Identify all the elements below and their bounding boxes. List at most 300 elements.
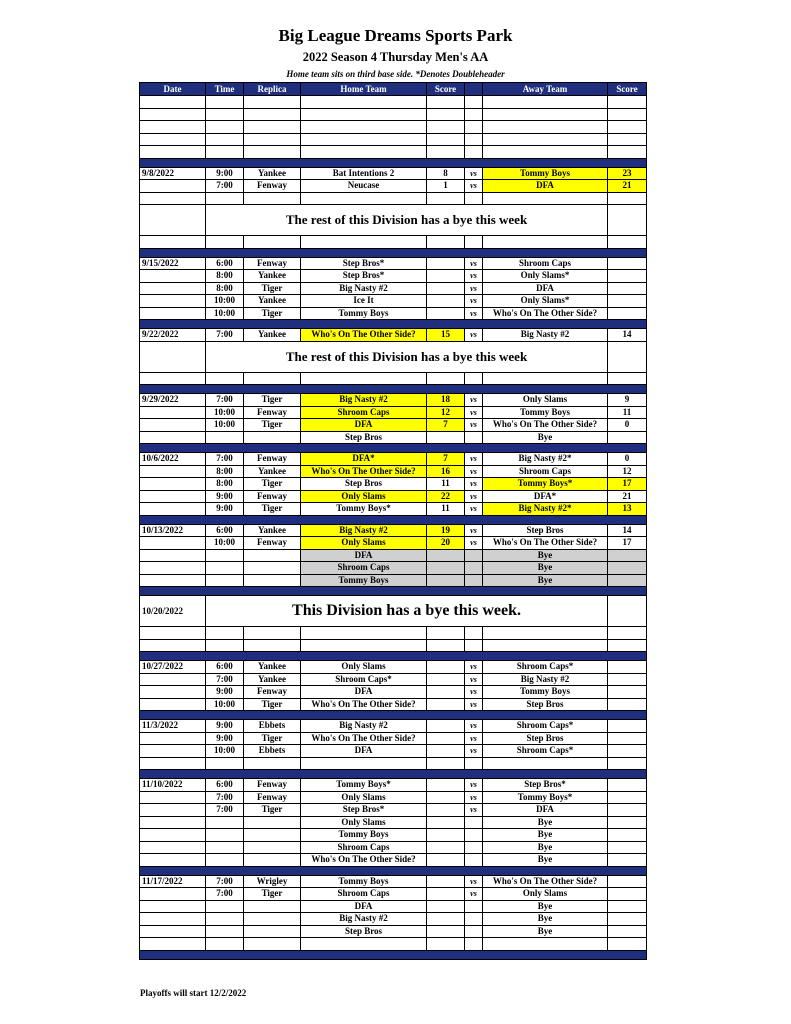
away-score-cell <box>608 341 647 372</box>
away-team-cell <box>483 146 608 159</box>
home-team-cell: Step Bros <box>301 431 427 444</box>
replica-cell: Tiger <box>244 419 301 432</box>
date-cell <box>140 537 206 550</box>
replica-cell: Yankee <box>244 329 301 342</box>
home-team-cell: DFA <box>301 900 427 913</box>
table-row <box>140 791 647 804</box>
away-score-cell <box>608 307 647 320</box>
replica-cell: Tiger <box>244 732 301 745</box>
home-team-cell: Step Bros* <box>301 804 427 817</box>
away-score-cell: 17 <box>608 537 647 550</box>
replica-cell: Fenway <box>244 686 301 699</box>
away-score-cell: 21 <box>608 490 647 503</box>
vs-cell: vs <box>465 167 483 180</box>
away-team-cell: Who's On The Other Side? <box>483 537 608 550</box>
table-row <box>140 257 647 270</box>
blank-row <box>140 146 647 159</box>
replica-cell: Tiger <box>244 282 301 295</box>
away-team-cell: Big Nasty #2 <box>483 673 608 686</box>
date-cell <box>140 698 206 711</box>
away-team-cell <box>483 372 608 385</box>
home-team-cell <box>301 236 427 249</box>
replica-cell: Yankee <box>244 465 301 478</box>
bye-message: This Division has a bye this week. <box>206 596 608 627</box>
time-cell <box>206 431 244 444</box>
home-team-cell <box>301 96 427 109</box>
away-score-cell <box>608 146 647 159</box>
vs-cell <box>465 938 483 951</box>
date-cell <box>140 841 206 854</box>
separator-bar <box>140 320 647 329</box>
replica-cell <box>244 574 301 587</box>
away-score-cell <box>608 779 647 792</box>
vs-cell: vs <box>465 394 483 407</box>
vs-cell <box>465 108 483 121</box>
replica-cell <box>244 913 301 926</box>
date-cell <box>140 925 206 938</box>
time-cell: 7:00 <box>206 888 244 901</box>
home-score-cell <box>427 549 465 562</box>
table-row <box>140 549 647 562</box>
replica-cell <box>244 854 301 867</box>
time-cell <box>206 900 244 913</box>
week-separator <box>140 587 647 596</box>
away-team-cell: Only Slams* <box>483 270 608 283</box>
home-team-cell: Step Bros <box>301 478 427 491</box>
date-cell: 11/17/2022 <box>140 875 206 888</box>
away-team-cell: Bye <box>483 854 608 867</box>
home-team-cell: DFA <box>301 419 427 432</box>
date-cell <box>140 192 206 205</box>
home-score-cell <box>427 732 465 745</box>
date-cell <box>140 121 206 134</box>
week-separator <box>140 248 647 257</box>
table-row <box>140 913 647 926</box>
vs-cell <box>465 96 483 109</box>
away-score-cell <box>608 804 647 817</box>
home-score-cell <box>427 627 465 640</box>
away-team-cell: Bye <box>483 816 608 829</box>
table-row <box>140 673 647 686</box>
home-score-cell <box>427 779 465 792</box>
date-cell: 9/22/2022 <box>140 329 206 342</box>
vs-cell: vs <box>465 490 483 503</box>
home-team-cell: Neucase <box>301 180 427 193</box>
away-team-cell: Bye <box>483 841 608 854</box>
week-separator <box>140 444 647 453</box>
home-team-cell: Tommy Boys <box>301 307 427 320</box>
vs-cell: vs <box>465 503 483 516</box>
table-row <box>140 841 647 854</box>
date-cell <box>140 372 206 385</box>
date-cell <box>140 503 206 516</box>
table-row <box>140 854 647 867</box>
away-team-cell: Big Nasty #2 <box>483 329 608 342</box>
replica-cell: Yankee <box>244 524 301 537</box>
away-team-cell <box>483 236 608 249</box>
vs-cell <box>465 841 483 854</box>
away-team-cell <box>483 757 608 770</box>
replica-cell: Fenway <box>244 779 301 792</box>
replica-cell: Tiger <box>244 888 301 901</box>
away-team-cell: Shroom Caps* <box>483 661 608 674</box>
date-cell <box>140 627 206 640</box>
home-score-cell: 7 <box>427 453 465 466</box>
home-score-cell <box>427 257 465 270</box>
vs-cell <box>465 549 483 562</box>
away-team-cell: Shroom Caps <box>483 465 608 478</box>
time-cell: 9:00 <box>206 720 244 733</box>
away-score-cell <box>608 698 647 711</box>
home-score-cell: 19 <box>427 524 465 537</box>
vs-cell: vs <box>465 282 483 295</box>
table-row <box>140 453 647 466</box>
home-score-cell: 8 <box>427 167 465 180</box>
replica-cell: Tiger <box>244 478 301 491</box>
away-score-cell <box>608 295 647 308</box>
away-score-cell: 21 <box>608 180 647 193</box>
replica-cell: Wrigley <box>244 875 301 888</box>
away-team-cell <box>483 108 608 121</box>
time-cell <box>206 639 244 652</box>
date-cell <box>140 639 206 652</box>
replica-cell <box>244 431 301 444</box>
time-cell: 7:00 <box>206 791 244 804</box>
away-score-cell <box>608 925 647 938</box>
date-cell <box>140 888 206 901</box>
time-cell <box>206 829 244 842</box>
time-cell: 7:00 <box>206 804 244 817</box>
vs-cell <box>465 854 483 867</box>
replica-cell: Yankee <box>244 270 301 283</box>
home-team-cell: Tommy Boys* <box>301 779 427 792</box>
date-cell: 9/8/2022 <box>140 167 206 180</box>
replica-cell: Ebbets <box>244 720 301 733</box>
home-team-cell: Who's On The Other Side? <box>301 465 427 478</box>
blank-row <box>140 757 647 770</box>
home-team-cell: Step Bros <box>301 925 427 938</box>
time-cell: 8:00 <box>206 270 244 283</box>
table-row <box>140 698 647 711</box>
home-score-cell <box>427 804 465 817</box>
away-score-cell <box>608 96 647 109</box>
time-cell: 9:00 <box>206 503 244 516</box>
time-cell <box>206 549 244 562</box>
date-cell <box>140 282 206 295</box>
home-score-cell: 22 <box>427 490 465 503</box>
table-row <box>140 329 647 342</box>
table-row <box>140 925 647 938</box>
away-score-cell <box>608 888 647 901</box>
blank-row <box>140 121 647 134</box>
away-score-cell <box>608 673 647 686</box>
away-score-cell <box>608 816 647 829</box>
table-row <box>140 686 647 699</box>
home-team-cell: Who's On The Other Side? <box>301 698 427 711</box>
away-score-cell <box>608 829 647 842</box>
home-score-cell <box>427 686 465 699</box>
replica-cell: Tiger <box>244 698 301 711</box>
time-cell <box>206 192 244 205</box>
away-team-cell: Bye <box>483 900 608 913</box>
schedule-body <box>140 96 647 960</box>
vs-cell: vs <box>465 779 483 792</box>
bye-message-row <box>140 205 647 236</box>
time-cell: 7:00 <box>206 875 244 888</box>
home-team-cell: DFA <box>301 686 427 699</box>
vs-cell: vs <box>465 804 483 817</box>
date-cell: 10/20/2022 <box>140 596 206 627</box>
away-team-cell: Who's On The Other Side? <box>483 307 608 320</box>
home-score-cell <box>427 282 465 295</box>
away-score-cell: 9 <box>608 394 647 407</box>
time-cell: 6:00 <box>206 661 244 674</box>
home-team-cell: Shroom Caps <box>301 406 427 419</box>
home-team-cell: DFA <box>301 745 427 758</box>
blank-row <box>140 192 647 205</box>
date-cell: 10/27/2022 <box>140 661 206 674</box>
week-separator <box>140 711 647 720</box>
separator-bar <box>140 950 647 959</box>
away-team-cell: Who's On The Other Side? <box>483 419 608 432</box>
home-score-cell <box>427 562 465 575</box>
vs-cell <box>465 431 483 444</box>
replica-cell: Yankee <box>244 295 301 308</box>
week-separator <box>140 950 647 959</box>
away-team-cell: Bye <box>483 549 608 562</box>
away-score-cell <box>608 192 647 205</box>
away-team-cell <box>483 192 608 205</box>
vs-cell: vs <box>465 661 483 674</box>
home-score-cell <box>427 431 465 444</box>
col-time: Time <box>206 83 244 96</box>
away-team-cell: Step Bros <box>483 524 608 537</box>
home-team-cell: Only Slams <box>301 816 427 829</box>
time-cell: 6:00 <box>206 524 244 537</box>
time-cell: 8:00 <box>206 465 244 478</box>
vs-cell: vs <box>465 478 483 491</box>
home-team-cell <box>301 108 427 121</box>
vs-cell <box>465 627 483 640</box>
away-score-cell <box>608 270 647 283</box>
vs-cell <box>465 372 483 385</box>
home-score-cell <box>427 661 465 674</box>
vs-cell <box>465 121 483 134</box>
separator-bar <box>140 587 647 596</box>
home-score-cell: 1 <box>427 180 465 193</box>
replica-cell <box>244 562 301 575</box>
home-score-cell <box>427 854 465 867</box>
home-score-cell <box>427 913 465 926</box>
footer-note: Playoffs will start 12/2/2022 <box>140 988 247 998</box>
away-team-cell: Tommy Boys <box>483 406 608 419</box>
home-score-cell <box>427 925 465 938</box>
home-score-cell <box>427 816 465 829</box>
date-cell <box>140 478 206 491</box>
away-team-cell: Bye <box>483 431 608 444</box>
date-cell <box>140 205 206 236</box>
replica-cell <box>244 192 301 205</box>
away-score-cell <box>608 431 647 444</box>
date-cell <box>140 900 206 913</box>
table-row <box>140 574 647 587</box>
week-separator <box>140 652 647 661</box>
away-team-cell: Bye <box>483 925 608 938</box>
page-title: Big League Dreams Sports Park <box>278 26 513 45</box>
time-cell <box>206 562 244 575</box>
table-row <box>140 829 647 842</box>
table-row <box>140 875 647 888</box>
vs-cell <box>465 574 483 587</box>
replica-cell: Fenway <box>244 453 301 466</box>
home-score-cell <box>427 938 465 951</box>
vs-cell <box>465 816 483 829</box>
date-cell <box>140 745 206 758</box>
time-cell: 6:00 <box>206 779 244 792</box>
vs-cell: vs <box>465 329 483 342</box>
schedule-table <box>139 82 647 960</box>
home-score-cell <box>427 888 465 901</box>
away-team-cell: Step Bros* <box>483 779 608 792</box>
replica-cell: Fenway <box>244 406 301 419</box>
vs-cell <box>465 562 483 575</box>
separator-bar <box>140 866 647 875</box>
vs-cell <box>465 236 483 249</box>
away-team-cell: Only Slams <box>483 394 608 407</box>
vs-cell: vs <box>465 453 483 466</box>
replica-cell <box>244 146 301 159</box>
away-score-cell <box>608 236 647 249</box>
away-team-cell: Step Bros <box>483 732 608 745</box>
col-date: Date <box>140 83 206 96</box>
date-cell <box>140 549 206 562</box>
time-cell: 7:00 <box>206 673 244 686</box>
away-score-cell: 12 <box>608 465 647 478</box>
time-cell <box>206 757 244 770</box>
vs-cell <box>465 925 483 938</box>
week-separator <box>140 770 647 779</box>
date-cell <box>140 686 206 699</box>
away-score-cell <box>608 596 647 627</box>
vs-cell: vs <box>465 307 483 320</box>
away-team-cell: Only Slams* <box>483 295 608 308</box>
blank-row <box>140 108 647 121</box>
away-score-cell <box>608 900 647 913</box>
replica-cell: Yankee <box>244 673 301 686</box>
replica-cell: Yankee <box>244 661 301 674</box>
date-cell <box>140 180 206 193</box>
away-team-cell: Big Nasty #2* <box>483 503 608 516</box>
date-cell <box>140 804 206 817</box>
time-cell: 9:00 <box>206 732 244 745</box>
replica-cell: Tiger <box>244 307 301 320</box>
home-score-cell <box>427 875 465 888</box>
away-team-cell: Only Slams <box>483 888 608 901</box>
table-row <box>140 720 647 733</box>
replica-cell <box>244 900 301 913</box>
home-team-cell: DFA* <box>301 453 427 466</box>
home-team-cell: Tommy Boys <box>301 574 427 587</box>
away-team-cell: Tommy Boys* <box>483 478 608 491</box>
time-cell <box>206 574 244 587</box>
date-cell: 9/29/2022 <box>140 394 206 407</box>
away-team-cell: DFA* <box>483 490 608 503</box>
away-team-cell: Tommy Boys <box>483 686 608 699</box>
home-score-cell <box>427 307 465 320</box>
home-team-cell: Big Nasty #2 <box>301 913 427 926</box>
vs-cell <box>465 829 483 842</box>
away-score-cell <box>608 549 647 562</box>
away-score-cell <box>608 720 647 733</box>
table-row <box>140 888 647 901</box>
table-row <box>140 478 647 491</box>
time-cell <box>206 841 244 854</box>
away-score-cell <box>608 257 647 270</box>
date-cell <box>140 96 206 109</box>
home-score-cell <box>427 574 465 587</box>
away-team-cell: Big Nasty #2* <box>483 453 608 466</box>
away-score-cell <box>608 282 647 295</box>
col-away-team: Away Team <box>483 83 608 96</box>
vs-cell: vs <box>465 720 483 733</box>
week-separator <box>140 866 647 875</box>
blank-row <box>140 236 647 249</box>
separator-bar <box>140 770 647 779</box>
date-cell <box>140 732 206 745</box>
table-row <box>140 307 647 320</box>
date-cell <box>140 574 206 587</box>
date-cell <box>140 236 206 249</box>
col-home-team: Home Team <box>301 83 427 96</box>
time-cell <box>206 372 244 385</box>
away-team-cell: Shroom Caps* <box>483 745 608 758</box>
home-score-cell <box>427 757 465 770</box>
replica-cell: Yankee <box>244 167 301 180</box>
home-score-cell <box>427 639 465 652</box>
time-cell: 8:00 <box>206 478 244 491</box>
time-cell: 9:00 <box>206 490 244 503</box>
away-score-cell: 0 <box>608 453 647 466</box>
away-score-cell <box>608 732 647 745</box>
home-team-cell: Who's On The Other Side? <box>301 732 427 745</box>
time-cell <box>206 627 244 640</box>
table-row <box>140 431 647 444</box>
date-cell <box>140 419 206 432</box>
time-cell: 10:00 <box>206 419 244 432</box>
vs-cell <box>465 900 483 913</box>
home-score-cell <box>427 829 465 842</box>
time-cell <box>206 816 244 829</box>
blank-row <box>140 639 647 652</box>
replica-cell <box>244 121 301 134</box>
home-team-cell: Shroom Caps <box>301 888 427 901</box>
home-team-cell <box>301 639 427 652</box>
vs-cell: vs <box>465 419 483 432</box>
separator-bar <box>140 652 647 661</box>
vs-cell: vs <box>465 745 483 758</box>
away-team-cell <box>483 96 608 109</box>
time-cell <box>206 146 244 159</box>
home-team-cell: Only Slams <box>301 791 427 804</box>
away-score-cell <box>608 938 647 951</box>
away-team-cell: Bye <box>483 829 608 842</box>
replica-cell <box>244 841 301 854</box>
home-team-cell: Tommy Boys <box>301 829 427 842</box>
table-row <box>140 524 647 537</box>
week-separator <box>140 385 647 394</box>
home-team-cell: Tommy Boys* <box>301 503 427 516</box>
vs-cell: vs <box>465 875 483 888</box>
